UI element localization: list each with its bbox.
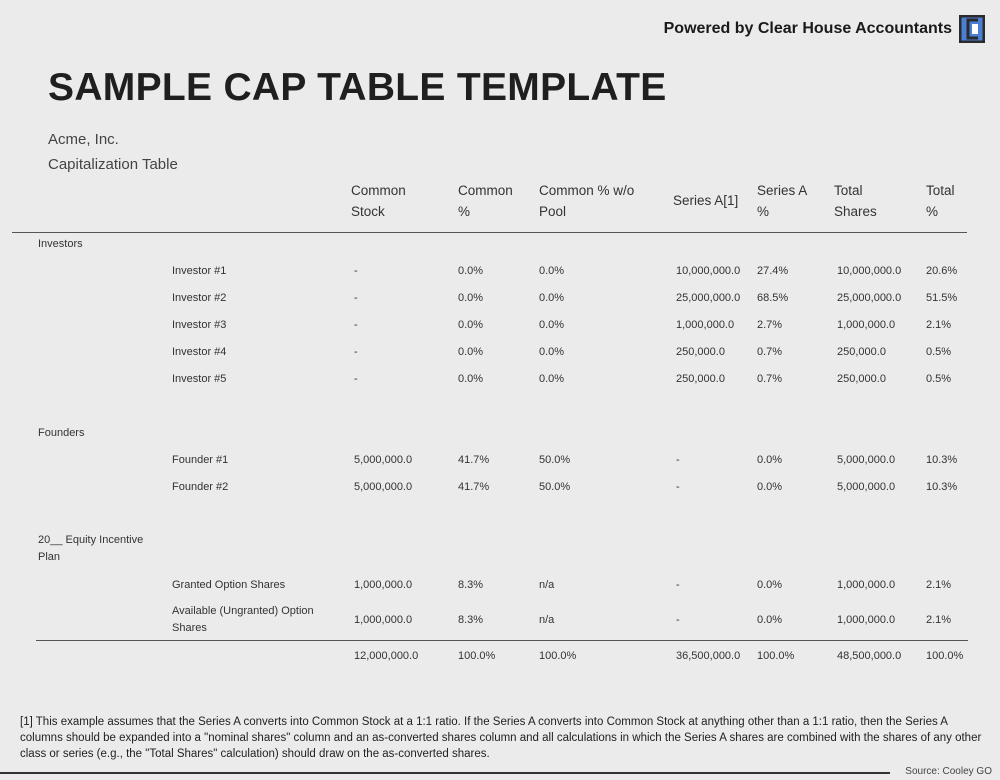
totals-divider — [36, 640, 968, 641]
row-name: Investor #2 — [172, 292, 227, 304]
cell-total-shares: 250,000.0 — [837, 346, 886, 358]
cell-common-stock: - — [354, 292, 358, 304]
group-label-founders: Founders — [38, 427, 85, 439]
brand-text: Powered by Clear House Accountants — [663, 20, 952, 37]
row-name: Available (Ungranted) Option Shares — [172, 605, 314, 634]
cell-common-pct: 0.0% — [458, 346, 484, 358]
cell-common-stock: 5,000,000.0 — [354, 481, 413, 493]
total-total-shares: 48,500,000.0 — [837, 650, 902, 662]
cell-common-pct: 41.7% — [458, 481, 490, 493]
cell-series-a-pct: 68.5% — [757, 292, 789, 304]
cell-series-a-pct: 2.7% — [757, 319, 783, 331]
cell-series-a-pct: 0.0% — [757, 481, 783, 493]
cell-common-stock: 1,000,000.0 — [354, 579, 413, 591]
cell-series-a-pct: 0.0% — [757, 579, 783, 591]
total-series-a: 36,500,000.0 — [676, 650, 741, 662]
cell-total-shares: 5,000,000.0 — [837, 454, 896, 466]
cell-common-wo-pool: 0.0% — [539, 265, 565, 277]
cell-total-pct: 10.3% — [926, 481, 958, 493]
cell-total-pct: 0.5% — [926, 373, 952, 385]
cell-series-a: 25,000,000.0 — [676, 292, 741, 304]
header-common-stock-label: Common Stock — [351, 183, 406, 219]
cell-series-a: 10,000,000.0 — [676, 265, 741, 277]
header-series-a-label: Series A[1] — [673, 193, 739, 208]
group-label-equity-incentive-plan: 20__ Equity Incentive Plan — [38, 534, 144, 563]
cell-common-pct: 0.0% — [458, 319, 484, 331]
cell-common-stock: 1,000,000.0 — [354, 614, 413, 626]
cell-total-pct: 20.6% — [926, 265, 958, 277]
cell-common-wo-pool: 50.0% — [539, 481, 571, 493]
cell-common-wo-pool: 0.0% — [539, 292, 565, 304]
cell-series-a: - — [676, 454, 680, 466]
cell-series-a-pct: 27.4% — [757, 265, 789, 277]
cell-series-a: 1,000,000.0 — [676, 319, 735, 331]
cell-common-stock: - — [354, 373, 358, 385]
total-series-a-pct: 100.0% — [757, 650, 795, 662]
cell-series-a: - — [676, 614, 680, 626]
cell-common-wo-pool: 0.0% — [539, 319, 565, 331]
header-total-shares — [834, 180, 877, 222]
header-series-a-pct-label: Series A % — [757, 183, 808, 219]
cell-common-wo-pool: 0.0% — [539, 346, 565, 358]
row-name: Founder #1 — [172, 454, 229, 466]
header-common-pct-label: Common % — [458, 183, 513, 219]
cell-series-a: 250,000.0 — [676, 346, 725, 358]
table-subtitle: Capitalization Table — [48, 156, 178, 173]
row-name: Founder #2 — [172, 481, 229, 493]
header-common-pct — [458, 180, 513, 222]
cell-series-a-pct: 0.7% — [757, 373, 783, 385]
row-name: Investor #4 — [172, 346, 227, 358]
cell-total-shares: 1,000,000.0 — [837, 614, 896, 626]
row-name: Granted Option Shares — [172, 579, 286, 591]
footnote: [1] This example assumes that the Series A converts into Common Stock at a 1:1 ratio. If the Series A converts into Common Stock at anything other than a 1:1 ratio, then the Series A columns should be expanded into a "nominal shares" column and an as-converted shares column and all calculations in which the Series A shares are combined with the shares of any other class or series (e.g., the "Total Shares" calculation) should draw on the as-converted shares. — [20, 716, 982, 760]
cell-series-a-pct: 0.0% — [757, 614, 783, 626]
cell-common-wo-pool: n/a — [539, 579, 555, 591]
clear-house-logo-icon — [958, 14, 986, 44]
cell-total-shares: 25,000,000.0 — [837, 292, 902, 304]
header-total-pct-label: Total % — [926, 183, 955, 219]
cell-common-wo-pool: 50.0% — [539, 454, 571, 466]
cell-common-stock: - — [354, 265, 358, 277]
cell-common-pct: 0.0% — [458, 265, 484, 277]
group-label-investors: Investors — [38, 238, 83, 250]
cell-series-a: 250,000.0 — [676, 373, 725, 385]
cell-total-shares: 5,000,000.0 — [837, 481, 896, 493]
cell-total-shares: 250,000.0 — [837, 373, 886, 385]
cell-common-wo-pool: 0.0% — [539, 373, 565, 385]
header-series-a — [673, 190, 738, 211]
cell-total-pct: 10.3% — [926, 454, 958, 466]
cell-total-pct: 0.5% — [926, 346, 952, 358]
cell-total-pct: 2.1% — [926, 579, 952, 591]
cell-total-shares: 1,000,000.0 — [837, 319, 896, 331]
cell-common-stock: - — [354, 319, 358, 331]
cell-total-shares: 1,000,000.0 — [837, 579, 896, 591]
header-divider — [12, 232, 967, 233]
row-name: Investor #1 — [172, 265, 227, 277]
cell-total-pct: 51.5% — [926, 292, 958, 304]
header-common-stock — [351, 180, 406, 222]
total-common-pct: 100.0% — [458, 650, 496, 662]
brand — [664, 14, 986, 44]
header-total-shares-label: Total Shares — [834, 183, 877, 219]
cell-common-pct: 8.3% — [458, 579, 484, 591]
row-name: Investor #3 — [172, 319, 227, 331]
cell-series-a: - — [676, 579, 680, 591]
row-name: Investor #5 — [172, 373, 227, 385]
cell-common-stock: 5,000,000.0 — [354, 454, 413, 466]
header-total-pct — [926, 180, 955, 222]
total-common-stock: 12,000,000.0 — [354, 650, 419, 662]
cell-common-pct: 8.3% — [458, 614, 484, 626]
cell-series-a-pct: 0.0% — [757, 454, 783, 466]
company-name: Acme, Inc. — [48, 131, 119, 148]
cell-common-wo-pool: n/a — [539, 614, 555, 626]
total-total-pct: 100.0% — [926, 650, 964, 662]
cell-common-pct: 0.0% — [458, 373, 484, 385]
cell-common-pct: 0.0% — [458, 292, 484, 304]
cell-series-a-pct: 0.7% — [757, 346, 783, 358]
cell-common-pct: 41.7% — [458, 454, 490, 466]
cell-total-pct: 2.1% — [926, 319, 952, 331]
cell-total-pct: 2.1% — [926, 614, 952, 626]
source-divider — [0, 772, 890, 774]
source-credit: Source: Cooley GO — [905, 766, 992, 777]
header-series-a-pct — [757, 180, 807, 222]
cell-total-shares: 10,000,000.0 — [837, 265, 902, 277]
cell-series-a: - — [676, 481, 680, 493]
page-title: SAMPLE CAP TABLE TEMPLATE — [48, 66, 667, 109]
total-common-wo-pool: 100.0% — [539, 650, 577, 662]
header-common-wo-pool — [539, 180, 634, 222]
cell-common-stock: - — [354, 346, 358, 358]
header-common-wo-pool-label: Common % w/o Pool — [539, 183, 635, 219]
